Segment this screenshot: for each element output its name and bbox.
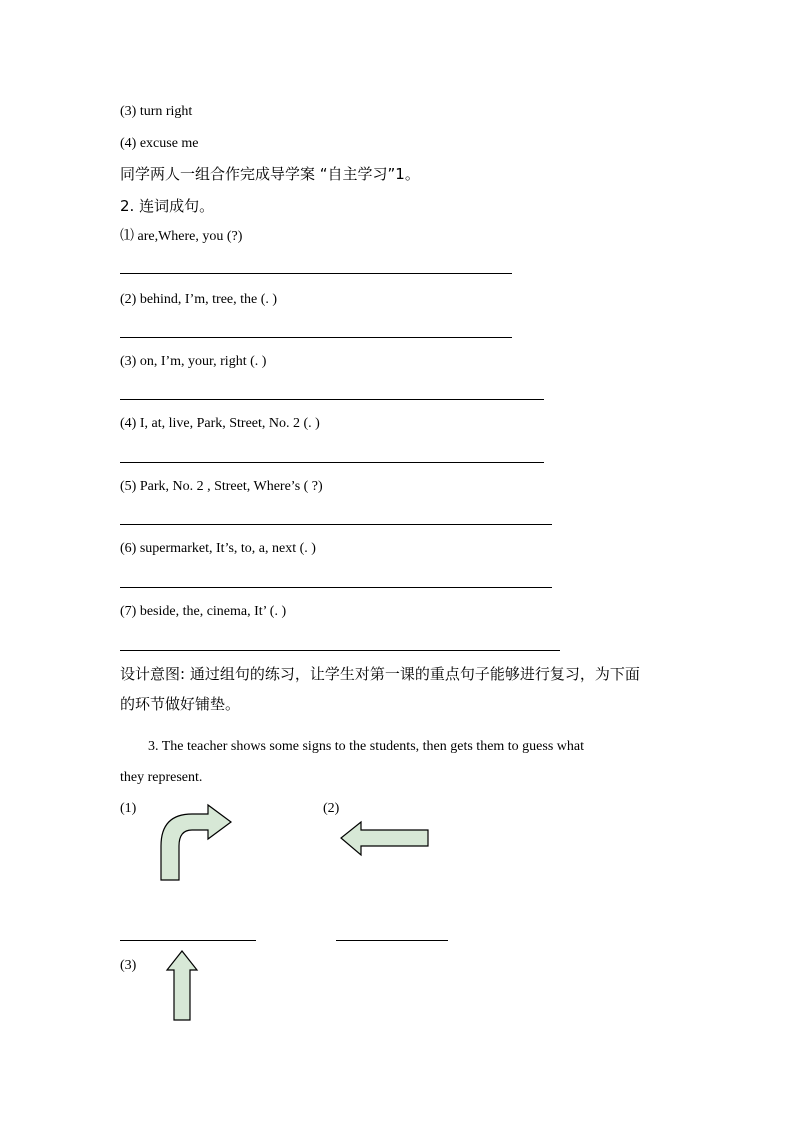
answer-line-5[interactable] bbox=[120, 524, 552, 525]
section-3-text-line-2: they represent. bbox=[120, 770, 203, 785]
sign-label-3: (3) bbox=[120, 958, 137, 973]
answer-line-4[interactable] bbox=[120, 462, 544, 463]
instruction-cn: 同学两人一组合作完成导学案 “自主学习”1。 bbox=[120, 165, 420, 183]
sentence-item-6: (6) supermarket, It’s, to, a, next (. ) bbox=[120, 541, 316, 556]
sign-answer-line-1[interactable] bbox=[120, 940, 256, 941]
turn-right-arrow-icon bbox=[160, 804, 234, 882]
sentence-item-7: (7) beside, the, cinema, It’ (. ) bbox=[120, 604, 287, 619]
answer-line-3[interactable] bbox=[120, 399, 544, 400]
answer-line-1[interactable] bbox=[120, 273, 512, 274]
sign-label-2: (2) bbox=[323, 801, 340, 816]
design-note-line-2: 的环节做好铺垫。 bbox=[120, 695, 241, 713]
answer-line-2[interactable] bbox=[120, 337, 512, 338]
left-arrow-icon bbox=[340, 821, 430, 857]
vocab-item-3: (3) turn right bbox=[120, 104, 193, 119]
sign-label-1: (1) bbox=[120, 801, 137, 816]
sentence-item-5: (5) Park, No. 2 , Street, Where’s ( ?) bbox=[120, 479, 323, 494]
vocab-item-4: (4) excuse me bbox=[120, 136, 199, 151]
sentence-item-2: (2) behind, I’m, tree, the (. ) bbox=[120, 292, 278, 307]
sentence-item-3: (3) on, I’m, your, right (. ) bbox=[120, 354, 267, 369]
answer-line-6[interactable] bbox=[120, 587, 552, 588]
sentence-item-4: (4) I, at, live, Park, Street, No. 2 (. ) bbox=[120, 416, 320, 431]
sign-answer-line-2[interactable] bbox=[336, 940, 448, 941]
sentence-item-1: ⑴ are,Where, you (?) bbox=[120, 229, 243, 244]
answer-line-7[interactable] bbox=[120, 650, 560, 651]
section-3-text-line-1: 3. The teacher shows some signs to the students, then gets them to guess what bbox=[148, 739, 585, 754]
design-note-line-1: 设计意图: 通过组句的练习，让学生对第一课的重点句子能够进行复习，为下面 bbox=[120, 665, 640, 683]
section-2-heading: 2. 连词成句。 bbox=[120, 197, 215, 215]
up-arrow-icon bbox=[166, 950, 198, 1022]
